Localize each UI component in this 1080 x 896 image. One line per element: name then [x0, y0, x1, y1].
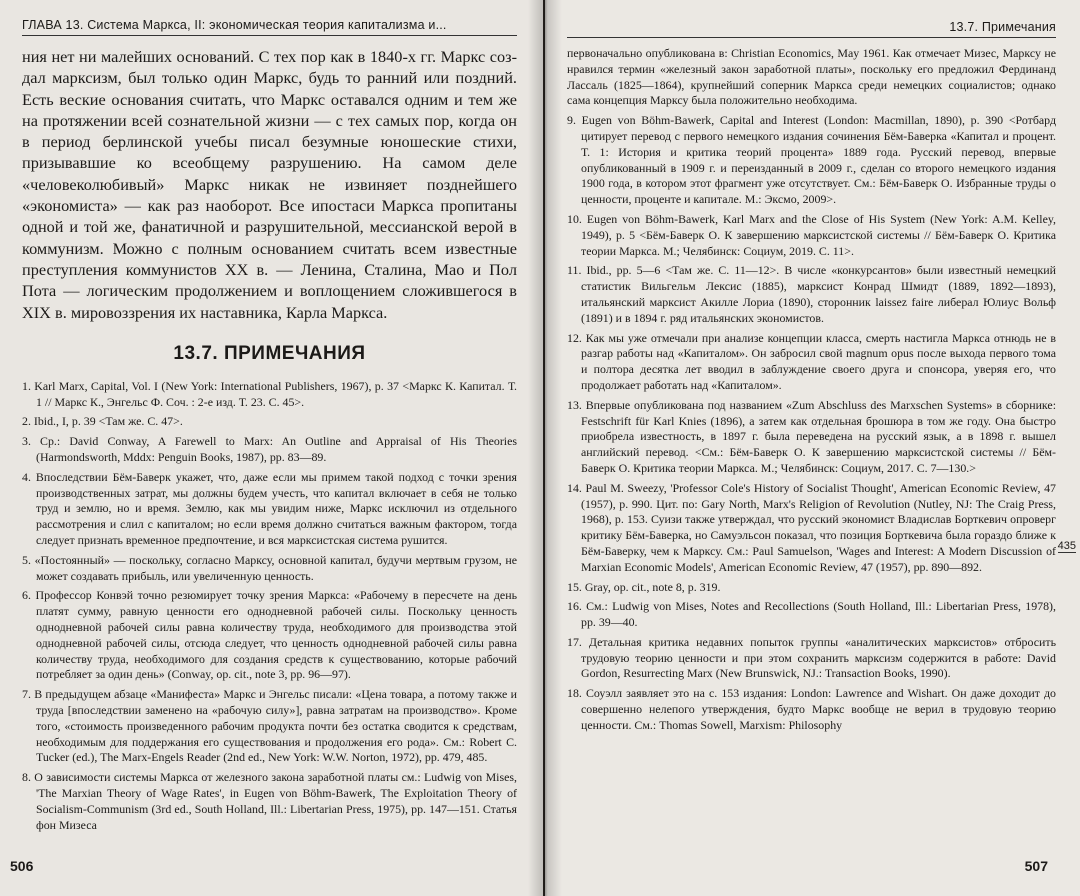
right-page — [545, 0, 1080, 896]
note-item: 2. Ibid., I, p. 39 <Там же. С. 47>. — [22, 414, 183, 429]
margin-page-number: 435 — [1057, 540, 1076, 552]
note-item: 11. Ibid., pp. 5—6 <Там же. С. 11—12>. В числе «конкурсантов» были известный немецкий статистик Вильгельм Лексис (1885), марксист Конрад Шмидт (1889, 1892—1893), итальянский марксист Акилле Лориа (1890), сторонник laissez faire либерал Юлиус Вольф (1891) и в 1894 г. ряд итальянских экономистов. — [567, 263, 1056, 325]
note-item: 7. В предыдущем абзаце «Манифеста» Маркс и Энгельс писали: «Цена товара, а потому также и труда [впоследствии заменено на «рабочую силу»], равна затратам на производство». Кроме того, «стоимость произведенного рабочим продукта почти без остатка сводится к средствам, необходимым для поддержания его существования и продолжения его рода». См.: Robert C. Tucker (ed.), The Marx-Engels Reader (2nd ed., New York: W.W. Norton, 1972), pp. 479, 485. — [22, 687, 517, 765]
page-number: 507 — [1024, 858, 1048, 874]
notes-list — [567, 46, 1056, 734]
running-head: 13.7. Примечания — [567, 20, 1056, 38]
section-title: 13.7. ПРИМЕЧАНИЯ — [173, 342, 366, 364]
running-head: ГЛАВА 13. Система Маркса, II: экономическая теория капитализма и... — [22, 18, 517, 36]
note-item: 1. Karl Marx, Capital, Vol. I (New York: International Publishers, 1967), p. 37 <Маркс К. Капитал. Т. 1 // Маркс К., Энгельс Ф. Соч. : 2-е изд. Т. 23. С. 45>. — [22, 378, 517, 409]
note-continuation: первоначально опубликована в: Christian Economics, May 1961. Как отмечает Мизес, Марксу не нравился термин «железный закон заработной платы», поскольку его предложил Фердинанд Лассаль (1825—1864), крупнейший соперник Маркса среди немецких социалистов; однако сама концепция Марксу была положительно необходима. — [567, 46, 1056, 108]
page-number: 506 — [10, 858, 34, 874]
note-item: 18. Соуэлл заявляет это на с. 153 издания: London: Lawrence and Wishart. Он даже доходит до совершенно нелепого утверждения, будто Маркс вообще не верил в трудовую теорию ценности. См.: Thomas Sowell, Marxism: Philosophy — [567, 686, 1056, 732]
note-item: 4. Впоследствии Бём-Баверк укажет, что, даже если мы примем такой подход с точки зрения производственных затрат, мы должны будем учесть, что капитал включает в себя не только труд и землю, но и время. Землю, как мы увидим ниже, Маркс исключил из отдельного рассмотрения и слил с капиталом; но если время должно считаться важным фактором, тогда следует признать временное предпочтение, и вся марксистская система рушится. — [22, 469, 517, 548]
note-item: 8. О зависимости системы Маркса от железного закона заработной платы см.: Ludwig von Mises, 'The Marxian Theory of Wage Rates', in Eugen von Böhm-Bawerk, The Exploitation Theory of Socialism-Communism (3rd ed., South Holland, Ill.: Libertarian Press, 1975), pp. 147—151. Статья фон Мизеса — [22, 770, 517, 832]
note-item: 17. Детальная критика недавних попыток группы «аналитических марксистов» отбросить трудовую теорию ценности и при этом сохранить марксизм содержится в работе: David Gordon, Resurrecting Marx (New Brunswick, NJ.: Transaction Books, 1990). — [567, 634, 1056, 681]
book-gutter — [528, 0, 562, 896]
note-item: 14. Paul M. Sweezy, 'Professor Cole's History of Socialist Thought', American Economic Review, 47 (1957), p. 990. Цит. по: Gary North, Marx's Religion of Revolution (Nutley, NJ: The Craig Press, 1968), p. 153. Суизи также утверждал, что русский экономист Владислав Борткевич опроверг критику Бём-Баверка, но Самуэльсон показал, что позиция Борткевича была гораздо ближе к Бём-Баверку, чем к Марксу. См.: Paul Samuelson, 'Wages and Interest: A Modern Discussion of Marxian Economic Models', American Economic Review, 47 (1957), pp. 890—892. — [567, 480, 1056, 574]
notes-list — [22, 379, 517, 834]
note-item: 9. Eugen von Böhm-Bawerk, Capital and Interest (London: Macmillan, 1890), p. 390 <Ротбард цитирует перевод с первого немецкого издания сочинения Бём-Баверка «Капитал и процент. Т. 1: История и критика теорий процента» 1889 года. Русский перевод, впервые опубликованный в 1909 г. и переизданный в 2009 г., сделан со второго немецкого издания 1900 года, в котором этот фрагмент уже отсутствует. См.: Бём-Баверк О. Избранные труды о ценности, проценте и капитале. М.: Эксмо, 2009>. — [567, 113, 1056, 207]
note-item: 13. Впервые опубликована под названием «Zum Abschluss des Marxschen Systems» в сборнике: Festschrift für Karl Knies (1896), а затем как отдельная брошюра в том же году. Она быстро приобрела известность, в 1897 г. была переведена на русский язык, а в 1898 г. вышел английский перевод. <См.: Бём-Баверк О. К завершению марксистской системы // Бём-Баверк О. Критика теории Маркса. М.; Челябинск: Социум, 2017. С. 7—130.> — [567, 397, 1056, 475]
note-item: 5. «Постоянный» — поскольку, согласно Марксу, основной капитал, будучи мертвым грузом, не может создавать прибыль, или увеличенную ценность. — [22, 552, 517, 583]
note-item: 16. См.: Ludwig von Mises, Notes and Recollections (South Holland, Ill.: Libertarian Press, 1978), pp. 39—40. — [567, 599, 1056, 630]
body-paragraph: ния нет ни малейших оснований. С тех пор как в 1840-х гг. Маркс создал марксизм, был только один Маркс, будь то ранний или поздний. Есть веские основания считать, что Маркс оставался одним и тем же на протяжении всей сознательной жизни — с тех самых пор, когда он в период берлинской учебы писал безумные юношеские стихи, призывавшие ко всеобщему разрушению. На самом деле «человеколюбивый» Маркс никак не извиняет позднейшего «экономиста» — как раз наоборот. Все ипостаси Маркса пропитаны одной и той же, фанатичной и разрушительной, мессианской верой в коммунизм. Можно с полным основанием считать всем известные преступления коммунистов XX в. — Ленина, Сталина, Мао и Пол Пота — логическим продолжением и воплощением сложившегося в XIX в. мировоззрения их наставника, Карла Маркса. — [22, 47, 517, 322]
note-item: 3. Ср.: David Conway, A Farewell to Marx: An Outline and Appraisal of His Theories (Harmondsworth, Mddx: Penguin Books, 1987), pp. 83—89. — [22, 434, 517, 465]
note-item: 15. Gray, op. cit., note 8, p. 319. — [567, 579, 721, 594]
note-item: 6. Профессор Конвэй точно резюмирует точку зрения Маркса: «Рабочему в пересчете на день платят сумму, равную ценности его однодневной рабочей силы. Поскольку ценность однодневной рабочей силы равна количеству труда, необходимого для производства этой однодневной рабочей силы, отсюда следует, что ценность однодневной рабочей силы равна количеству труда, необходимого для создания средств к существованию, которые рабочий потребляет за один день» (Conway, op. cit., note 3, pp. 96—97). — [22, 588, 517, 682]
note-item: 10. Eugen von Böhm-Bawerk, Karl Marx and the Close of His System (New York: A.M. Kelley, 1949), p. 5 <Бём-Баверк О. К завершению марксистской системы // Бём-Баверк О. Критика теории Маркса. М.; Челябинск: Социум, 2019. С. 11>. — [567, 211, 1056, 258]
note-item: 12. Как мы уже отмечали при анализе концепции класса, смерть настигла Маркса отнюдь не в разгар работы над «Капиталом». Он забросил свой magnum opus после выхода первого тома и полтора десятка лет вводил в заблуждение своего друга и спонсора, уверяя его, что продолжает работать над «Капиталом». — [567, 330, 1056, 392]
